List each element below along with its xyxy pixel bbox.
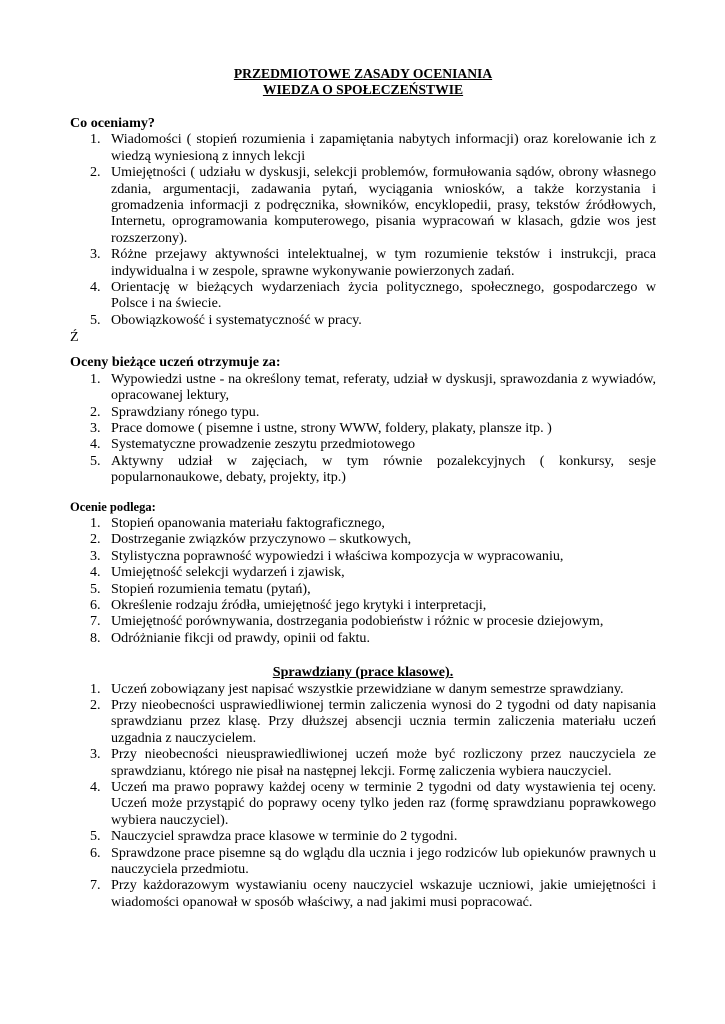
list-item: 2. Sprawdziany rónego typu. [90, 403, 260, 420]
section4-list [70, 681, 656, 911]
list-item: 7. Przy każdorazowym wystawianiu oceny nauczyciel wskazuje uczniowi, jakie umiejętności i wiadomości opanował w sposób właściwy, a nad jakimi musi popracować. [90, 877, 656, 910]
section-heading-co-oceniamy: Co oceniamy? [70, 115, 155, 131]
list-item: 4. Umiejętność selekcji wydarzeń i zjawisk, [90, 564, 345, 581]
section-heading-oceny-biezace: Oceny bieżące uczeń otrzymuje za: [70, 354, 281, 371]
section2-list [70, 371, 656, 486]
list-item: 5. Stopień rozumienia tematu (pytań), [90, 580, 311, 597]
list-item: 6. Określenie rodzaju źródła, umiejętność jego krytyki i interpretacji, [90, 596, 487, 613]
list-item: 3. Różne przejawy aktywności intelektualnej, w tym rozumienie tekstów i instrukcji, praca indywidualna i w zespole, sprawne wykonywanie powierzonych zadań. [90, 246, 656, 279]
stray-character: Ź [70, 329, 79, 346]
section-heading-sprawdziany: Sprawdziany (prace klasowe). [272, 664, 454, 681]
list-item: 8. Odróżnianie fikcji od prawdy, opinii od faktu. [90, 629, 370, 646]
title-line-2: WIEDZA O SPOŁECZEŃSTWIE [262, 82, 464, 97]
list-item: 1. Stopień opanowania materiału faktograficznego, [90, 514, 385, 531]
section1-list [70, 131, 656, 328]
document-page [70, 66, 656, 910]
list-item: 2. Dostrzeganie związków przyczynowo – skutkowych, [90, 531, 412, 548]
list-item: 1. Wypowiedzi ustne - na określony temat, referaty, udział w dyskusji, sprawozdania z wywiadów, opracowanej lektury, [90, 370, 656, 404]
list-item: 2. Przy nieobecności usprawiedliwionej termin zaliczenia wynosi do 2 tygodni od daty napisania sprawdzianu przez klasę. Przy dłuższej absencji ucznia termin zaliczenia materiału uczeń uzgadnia z nauczycielem. [90, 697, 656, 746]
list-item: 2. Umiejętności ( udziału w dyskusji, selekcji problemów, formułowania sądów, obrony własnego zdania, argumentacji, zadawania pytań, wyciągania wniosków, a także korzystania i gromadzenia informacji z podręcznika, słowników, encyklopedii, prasy, tekstów źródłowych, Internetu, oprogramowania komputerowego, pisania wypracowań w klasach, gdzie wos jest rozszerzony). [90, 164, 656, 246]
list-item: 5. Nauczyciel sprawdza prace klasowe w terminie do 2 tygodni. [90, 828, 458, 845]
list-item: 1. Uczeń zobowiązany jest napisać wszystkie przewidziane w danym semestrze sprawdziany. [90, 680, 624, 697]
list-item: 4. Systematyczne prowadzenie zeszytu przedmiotowego [90, 436, 416, 453]
section3-list [70, 515, 656, 646]
list-item: 3. Stylistyczna poprawność wypowiedzi i właściwa kompozycja w wypracowaniu, [90, 547, 564, 564]
section-heading-ocenie-podlega: Ocenie podlega: [70, 499, 156, 514]
list-item: 5. Obowiązkowość i systematyczność w pracy. [90, 311, 362, 328]
list-item: 3. Przy nieobecności nieusprawiedliwionej uczeń może być rozliczony przez nauczyciela ze sprawdzianu, którego nie pisał na następnej lekcji. Formę zaliczenia wybiera nauczyciel. [90, 746, 656, 779]
list-item: 5. Aktywny udział w zajęciach, w tym równie pozalekcyjnych ( konkursy, sesje popularnonaukowe, debaty, projekty, itp.) [90, 452, 656, 486]
list-item: 4. Orientację w bieżących wydarzeniach życia politycznego, społecznego, gospodarczego w Polsce i na świecie. [90, 279, 656, 312]
title-line-1: PRZEDMIOTOWE ZASADY OCENIANIA [233, 66, 493, 81]
list-item: 1. Wiadomości ( stopień rozumienia i zapamiętania nabytych informacji) oraz korelowanie ich z wiedzą wyniesioną z innych lekcji [90, 131, 656, 164]
list-item: 4. Uczeń ma prawo poprawy każdej oceny w terminie 2 tygodni od daty wystawienia tej oceny. Uczeń może przystąpić do poprawy oceny tylko jeden raz (formę sprawdzianu poprawkowego wybiera nauczyciel). [90, 779, 656, 828]
list-item: 7. Umiejętność porównywania, dostrzegania podobieństw i różnic w procesie dziejowym, [90, 613, 604, 630]
list-item: 3. Prace domowe ( pisemne i ustne, strony WWW, foldery, plakaty, plansze itp. ) [90, 419, 552, 436]
list-item: 6. Sprawdzone prace pisemne są do wglądu dla ucznia i jego rodziców lub opiekunów prawnych u nauczyciela przedmiotu. [90, 844, 656, 878]
